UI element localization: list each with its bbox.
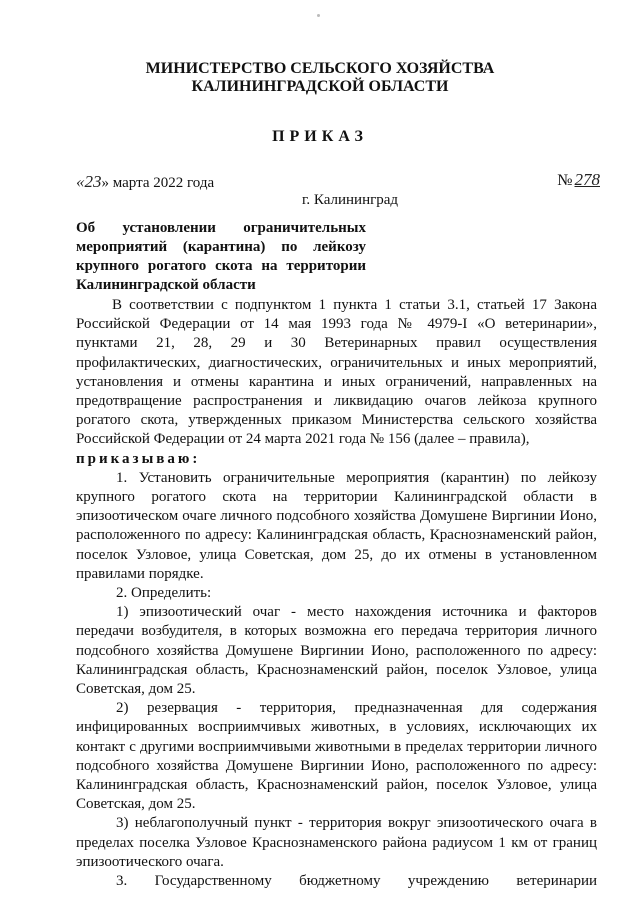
number-value-handwritten: 278 xyxy=(574,170,600,189)
paragraph-1: 1. Установить ограничительные мероприятия (карантин) по лейкозу крупного рогатого скота на территории Калининградской области в эпизоотическом очаге личного подсобного хозяйства Домушене Виргинии Ионо, расположенного по адресу: Калининградская область, Краснознаменский район, поселок Узловое, улица Советская, дом 25, до их отмены в установленном правилами порядке. xyxy=(76,469,597,582)
paragraph-2: 2. Определить: xyxy=(116,585,212,602)
city: г. Калининград xyxy=(301,192,399,208)
paragraph-2-1: 1) эпизоотический очаг - место нахождения источника и факторов передачи возбудителя, в которых возможна его передача территория личного подсобного хозяйства Домушене Виргинии Ионо, расположенного по адресу: Калининградская область, Краснознаменский район, поселок Узловое, улица Советская, дом 25. xyxy=(76,604,597,698)
paragraph-2-3: 3) неблагополучный пункт - территория вокруг эпизоотического очага в пределах поселка Узловое Краснознаменского района радиусом 1 км от границ эпизоотического очага. xyxy=(76,815,597,870)
decree-word: приказываю: xyxy=(76,450,201,467)
subject-line: крупного рогатого скота на территории xyxy=(76,258,366,274)
date-day-handwritten: 23 xyxy=(84,172,102,191)
order-subject xyxy=(76,219,366,295)
order-title: ПРИКАЗ xyxy=(272,128,368,145)
subject-line: Об установлении ограничительных xyxy=(76,220,366,236)
ministry-header xyxy=(0,60,640,96)
date-open-quote: « xyxy=(76,172,85,191)
scan-dot xyxy=(317,14,320,17)
ministry-name-line2: КАЛИНИНГРАДСКОЙ ОБЛАСТИ xyxy=(191,78,449,95)
subject-line: мероприятий (карантина) по лейкозу xyxy=(76,239,366,255)
number-sign: № xyxy=(557,172,573,189)
paragraph-2-2: 2) резервация - территория, предназначенная для содержания инфицированных восприимчивых животных, в условиях, исключающих их контакт с другими восприимчивыми животными в пределах территории личного подсобного хозяйства Домушене Виргинии Ионо, расположенного по адресу: Калининградская область, Краснознаменский район, поселок Узловое, улица Советская, дом 25. xyxy=(76,700,597,813)
ministry-name-line1: МИНИСТЕРСТВО СЕЛЬСКОГО ХОЗЯЙСТВА xyxy=(145,60,495,77)
order-date xyxy=(76,172,214,192)
date-rest: » марта 2022 года xyxy=(101,175,215,191)
order-number xyxy=(557,170,600,190)
order-body xyxy=(76,296,597,891)
subject-line: Калининградской области xyxy=(76,277,256,293)
preamble-paragraph: В соответствии с подпунктом 1 пункта 1 статьи 3.1, статьей 17 Закона Российской Федерации от 14 мая 1993 года № 4979-I «О ветеринарии», пунктами 21, 28, 29 и 30 Ветеринарных правил осуществления профилактических, диагностических, ограничительных и иных мероприятий, установления и отмены карантина и иных ограничений, направленных на предотвращение распространения и ликвидацию очагов лейкоза крупного рогатого скота, утвержденных приказом Министерства сельского хозяйства Российской Федерации от 24 марта 2021 года № 156 (далее – правила), xyxy=(76,297,597,448)
paragraph-3: 3. Государственному бюджетному учреждению ветеринарии xyxy=(116,873,597,890)
